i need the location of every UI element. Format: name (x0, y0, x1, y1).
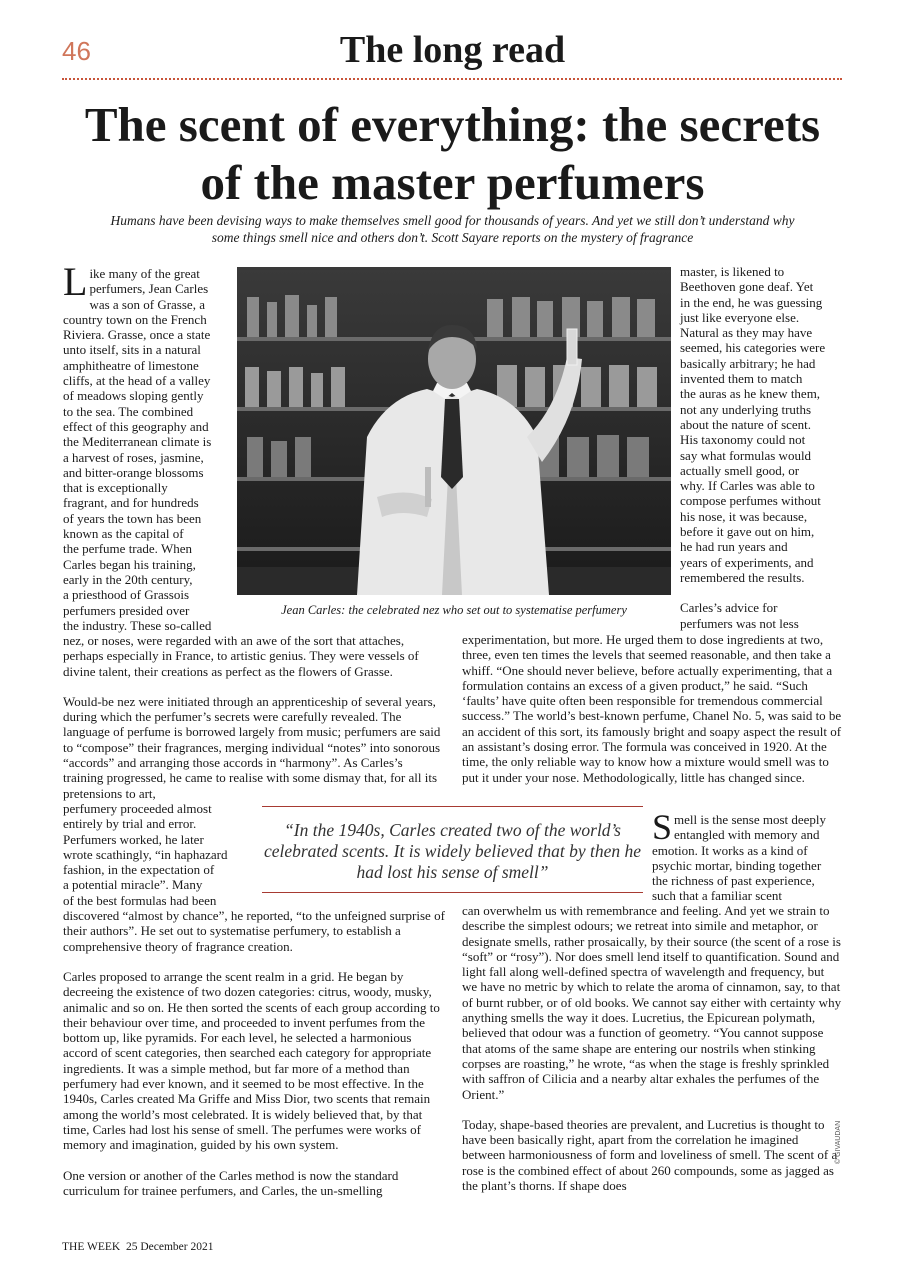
text-line: to the sea. The combined (63, 403, 194, 419)
left-column-top (63, 259, 235, 633)
text-line: psychic mortar, binding together (652, 857, 822, 873)
text-line: invented them to match (680, 371, 803, 387)
text-line: why. If Carles was able to (680, 478, 815, 494)
text-line: Carles began his training, (63, 556, 196, 572)
issue-date: 25 December 2021 (125, 1241, 214, 1253)
text-line: wrote scathingly, “in haphazard (63, 846, 228, 862)
pull-quote-rule-top (262, 806, 643, 807)
text-line: not any underlying truths (680, 401, 812, 417)
right-column-main (462, 632, 842, 785)
text-line: his nose, it was because, (680, 508, 808, 524)
text-line: just like everyone else. (680, 309, 800, 325)
photo-caption: Jean Carles: the celebrated nez who set out to systematise perfumery (281, 603, 627, 617)
paragraph: Today, shape-based theories are prevalent, and Lucretius is thought to have been basically right, apart from the correlation he imagined between harmoniousness of form and loveliness of smell. The scent of a rose is the combined effect of about 260 compounds, some as jagged as the plant’s thorns. If shape does (462, 1116, 838, 1194)
text-line: the auras as he knew them, (680, 386, 821, 402)
text-line: perfumery proceeded almost (63, 800, 212, 816)
section-title: The long read (339, 29, 566, 71)
text-line: effect of this geography and (63, 418, 209, 434)
text-line: a priesthood of Grassois (63, 587, 190, 603)
text-line: early in the 20th century, (63, 571, 193, 587)
drop-cap: L (63, 259, 88, 304)
paragraph: One version or another of the Carles method is now the standard curriculum for trainee perfumers, and Carles, the un-smelling (63, 1167, 399, 1198)
footer (62, 1241, 213, 1253)
text-line: say what formulas would (680, 447, 812, 463)
pull-quote: “In the 1940s, Carles created two of the world’s celebrated scents. It is widely believed that by then he had lost his sense of smell” (263, 820, 642, 882)
text-line: Riviera. Grasse, once a state (63, 327, 211, 343)
article-photo (237, 267, 671, 595)
perfumer-photo-illustration (237, 267, 671, 595)
text-line: the richness of past experience, (652, 873, 815, 889)
text-line: His taxonomy could not (680, 432, 806, 448)
paragraph: Carles proposed to arrange the scent realm in a grid. He began by decreeing the existence of two dozen categories: citrus, woody, musky, animalic and so on. He then sorted the scents of each group according to their behaviour over time, and proceeded to invent perfumes from the bottom up, like pyramids. For each level, he selected a harmonious accord of scent categories, then searched each category for appropriate ingredients. It was a simple method, but far more of a method than perfumery had ever known, and it seemed to be most effective. In the 1940s, Carles created Ma Griffe and Miss Dior, two scents that remain among the world’s most celebrated. It is widely believed that, by that time, Carles had lost his sense of smell. The perfumes were works of memory and imagination, guided by his own system. (63, 968, 440, 1153)
text-line: seemed, his categories were (680, 340, 826, 356)
headline-line-2: of the master perfumers (200, 155, 705, 210)
left-col-lines (63, 259, 235, 633)
text-line: known as the capital of (63, 526, 184, 542)
text-line: remembered the results. (680, 569, 805, 585)
text-line: fragrant, and for hundreds (63, 495, 199, 511)
right-column-bottom (462, 903, 842, 1193)
right-column-smell-narrow (652, 807, 844, 904)
standfirst: Humans have been devising ways to make themselves smell good for thousands of years. And yet we still don’t understand why some things smell nice and others don’t. Scott Sayare reports on the mystery of fragrance (110, 213, 795, 245)
text-line: basically arbitrary; he had (680, 355, 816, 371)
text-line: emotion. It works as a kind of (652, 842, 808, 858)
text-line: entangled with memory and (674, 827, 820, 843)
pull-quote-rule-bottom (262, 892, 643, 893)
text-line: entirely by trial and error. (63, 816, 197, 832)
paragraph: can overwhelm us with remembrance and feeling. And yet we strain to describe the simplest odours; we retreat into simile and metaphor, or designate smells, rather prosaically, by their source (the scent of a rose is “soft” or “rosy”). Nor does smell lend itself to quantification. Sound and light fall along well-defined spectra of wavelength and frequency, but we have no metric by which to relate the aroma of cinnamon, say, to that of burnt rubber, or of old books. We cannot say either with certainty why anything smells the way it does. Lucretius, the Epicurean polymath, believed that odour was a function of geometry. “You cannot suppose that atoms of the same shape are entering our nostrils when stinking corpses are roasting,” he wrote, “as when the stage is freshly sprinkled with saffron of Cilicia and a nearby altar exhales the perfumes of the Orient.” (462, 903, 842, 1102)
text-line: cliffs, at the head of a valley (63, 373, 211, 389)
text-line: years of experiments, and (680, 554, 814, 570)
left-column-main (63, 633, 445, 1198)
headline-line-1: The scent of everything: the secrets (84, 97, 821, 152)
text-line: perfumers, Jean Carles (89, 281, 209, 297)
text-line: of meadows sloping gently (63, 388, 204, 404)
text-line: fashion, in the expectation of (63, 862, 215, 878)
text-line: such that a familiar scent (652, 888, 782, 904)
text-line: Perfumers worked, he later (63, 831, 204, 847)
paragraph: experimentation, but more. He urged them to dose ingredients at two, three, even ten times the levels that seemed reasonable, and then take a whiff. “One should never believe, before actually experimenting, that a formulation contains an excess of a given product,” he said. “Such ‘faults’ have quite often been responsible for tremendous commercial success.” The world’s best-known perfume, Chanel No. 5, was said to be an accident of this sort, its famously bright and soapy aspect the result of an assistant’s dosing error. The formula was conceived in 1920. At the time, the only reliable way to know how a mixture would smell was to put it under your nose. Methodologically, little has changed since. (462, 632, 842, 785)
text-line: perfumers presided over (63, 602, 190, 618)
text-line: Beethoven gone deaf. Yet (680, 279, 814, 295)
text-line: country town on the French (63, 311, 207, 327)
text-line: actually smell good, or (680, 462, 800, 478)
page-number: 46 (62, 36, 91, 66)
text-line: of years the town has been (63, 510, 202, 526)
header-rule (62, 78, 842, 80)
text-line: master, is likened to (680, 264, 785, 279)
paragraph: discovered “almost by chance”, he reported, “to the unfeigned surprise of their authors”. He set out to systematise perfumery, to establish a comprehensive theory of fragrance creation. (63, 908, 445, 954)
text-line: Carles’s advice for (680, 600, 778, 616)
text-line: before it gave out on him, (680, 524, 815, 540)
text-line: a potential miracle”. Many (63, 877, 203, 893)
text-line: mell is the sense most deeply (674, 812, 827, 827)
text-line: the perfume trade. When (63, 541, 192, 557)
text-line: ike many of the great (89, 266, 200, 281)
text-line: Natural as they may have (680, 325, 813, 341)
text-line: about the nature of scent. (680, 416, 812, 432)
text-line: amphitheatre of limestone (63, 357, 199, 373)
paragraph: Would-be nez were initiated through an apprenticeship of several years, during which the perfumer’s secrets were carefully revealed. The language of perfume is borrowed largely from music; perfumers are said to “compose” their fragrances, merging individual “notes” into sonorous “accords” and arranging those accords in “harmony”. As Carles’s training progressed, he came to realise with some dismay that, for all its pretensions to art, (63, 693, 441, 801)
text-line: a harvest of roses, jasmine, (63, 449, 204, 465)
text-line: the industry. These so-called (63, 617, 212, 633)
publication-name: THE WEEK (62, 1241, 121, 1253)
drop-cap: S (652, 807, 673, 847)
photo-credit: © GIVAUDAN (835, 1120, 842, 1164)
text-line: the Mediterranean climate is (63, 434, 212, 450)
headline (40, 96, 865, 212)
text-line: unto itself, sits in a natural (63, 342, 201, 358)
text-line: was a son of Grasse, a (89, 296, 205, 312)
text-line: and bitter-orange blossoms (63, 464, 204, 480)
text-line: that is exceptionally (63, 480, 168, 496)
right-column-top (680, 264, 845, 631)
text-line: in the end, he was guessing (680, 294, 823, 310)
text-line: of the best formulas had been (63, 892, 217, 908)
paragraph: nez, or noses, were regarded with an awe of the sort that attaches, perhaps especially in France, to artistic genius. They were vessels of divine talent, their creations as perfect as the flowers of Grasse. (63, 633, 419, 679)
text-line: perfumers was not less (680, 615, 799, 631)
text-line: compose perfumes without (680, 493, 821, 509)
text-line: he had run years and (680, 539, 788, 555)
